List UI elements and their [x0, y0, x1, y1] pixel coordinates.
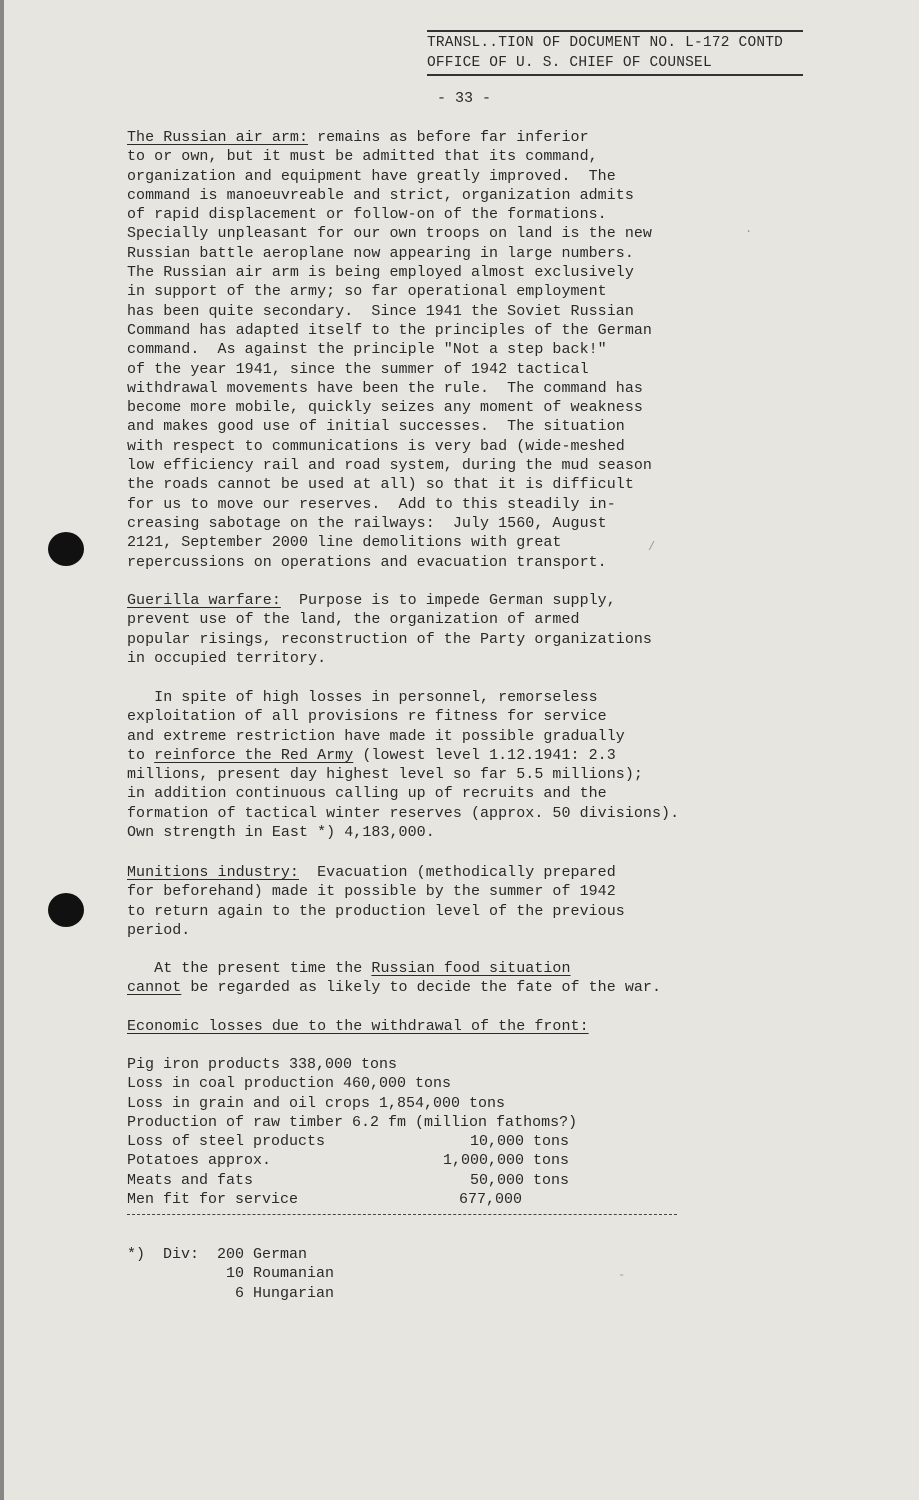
- heading-munitions: Munitions industry:: [127, 864, 299, 881]
- loss-amount: 50,000 tons: [469, 1171, 569, 1189]
- document-header: [427, 30, 803, 76]
- punch-hole-bottom: [48, 893, 84, 927]
- text-line: be regarded as likely to decide the fate of the war.: [181, 979, 662, 997]
- list-item: Loss in coal production 460,000 tons: [127, 1075, 452, 1093]
- list-item: Pig iron products 338,000 tons: [127, 1056, 398, 1073]
- text-line: and extreme restriction have made it possible gradually: [127, 727, 625, 745]
- text-line: 6 Hungarian: [127, 1284, 335, 1302]
- text-line: command. As against the principle "Not a step back!": [127, 341, 607, 359]
- text-line: of the year 1941, since the summer of 1942 tactical: [127, 360, 589, 378]
- list-item: Men fit for service 677,000: [127, 1191, 522, 1209]
- heading-air-arm: The Russian air arm:: [127, 129, 309, 146]
- loss-amount: 1,000,000 tons: [442, 1152, 569, 1170]
- text-line: become more mobile, quickly seizes any moment of weakness: [127, 399, 643, 417]
- text-line: has been quite secondary. Since 1941 the Soviet Russian: [127, 302, 634, 320]
- list-item: Production of raw timber 6.2 fm (million fathoms?): [127, 1113, 578, 1131]
- text-line: In spite of high losses in personnel, remorseless: [127, 689, 598, 706]
- text-line: remains as before far inferior: [308, 129, 589, 146]
- text-line: Purpose is to impede German supply,: [280, 592, 616, 609]
- text-line: 2121, September 2000 line demolitions with great: [127, 534, 562, 552]
- underlined-food-situation: Russian food situation: [371, 960, 571, 977]
- text-line: The Russian air arm is being employed almost exclusively: [127, 264, 634, 282]
- text-line: 10 Roumanian: [127, 1265, 335, 1283]
- underlined-red-army: reinforce the Red Army: [154, 746, 354, 764]
- text-line: withdrawal movements have been the rule. The command has: [127, 379, 643, 397]
- text-line: Own strength in East *) 4,183,000.: [127, 824, 435, 842]
- punch-hole-top: [48, 532, 84, 566]
- footnote-divisions: [127, 1245, 334, 1303]
- list-item: Loss of steel products 10,000 tons: [127, 1133, 569, 1151]
- text-line: low efficiency rail and road system, during the mud season: [127, 457, 652, 475]
- text-line: for us to move our reserves. Add to this steadily in-: [127, 495, 616, 513]
- text-line: period.: [127, 921, 191, 939]
- text-line: millions, present day highest level so far 5.5 millions);: [127, 766, 643, 784]
- text-line: in support of the army; so far operational employment: [127, 283, 607, 301]
- text-line: in addition continuous calling up of recruits and the: [127, 785, 607, 803]
- header-line-1: TRANSL..TION OF DOCUMENT NO. L-172 CONTD: [427, 35, 784, 51]
- list-item: Meats and fats 50,000 tons: [127, 1171, 569, 1189]
- scan-speck: .: [745, 222, 753, 236]
- paragraph-munitions: [127, 863, 625, 940]
- text-line: to: [127, 746, 155, 764]
- scan-speck: /: [648, 540, 656, 554]
- text-line: repercussions on operations and evacuation transport.: [127, 553, 607, 571]
- page-edge-shadow: [0, 0, 4, 1500]
- heading-guerilla: Guerilla warfare:: [127, 592, 281, 609]
- text-line: exploitation of all provisions re fitness for service: [127, 708, 607, 726]
- text-line: Russian battle aeroplane now appearing in large numbers.: [127, 244, 634, 262]
- text-line: in occupied territory.: [127, 649, 327, 667]
- text-line: organization and equipment have greatly improved. The: [127, 167, 616, 185]
- header-line-2: OFFICE OF U. S. CHIEF OF COUNSEL: [427, 53, 803, 76]
- economic-losses-list: [127, 1055, 687, 1209]
- text-line: to or own, but it must be admitted that its command,: [127, 148, 598, 166]
- header-rule: [427, 30, 803, 32]
- loss-amount: 677,000: [458, 1191, 522, 1209]
- text-line: the roads cannot be used at all) so that it is difficult: [127, 476, 634, 494]
- text-line: to return again to the production level of the previous: [127, 902, 625, 920]
- text-line: with respect to communications is very bad (wide-meshed: [127, 437, 625, 455]
- dashed-divider: [127, 1214, 677, 1215]
- paragraph-reinforce: [127, 688, 679, 842]
- text-line: command is manoeuvreable and strict, organization admits: [127, 186, 634, 204]
- text-line: and makes good use of initial successes. The situation: [127, 418, 625, 436]
- text-line: for beforehand) made it possible by the summer of 1942: [127, 883, 616, 901]
- heading-economic-losses: Economic losses due to the withdrawal of the front:: [127, 1018, 589, 1035]
- page-number: - 33 -: [437, 90, 492, 107]
- text-line: (lowest level 1.12.1941: 2.3: [353, 746, 616, 764]
- text-line: of rapid displacement or follow-on of the formations.: [127, 206, 607, 224]
- text-line: *) Div: 200 German: [127, 1246, 308, 1263]
- text-line: popular risings, reconstruction of the Party organizations: [127, 630, 652, 648]
- text-line: At the present time the: [127, 960, 372, 977]
- list-item: Loss in grain and oil crops 1,854,000 tons: [127, 1094, 506, 1112]
- loss-amount: 10,000 tons: [469, 1133, 569, 1151]
- text-line: creasing sabotage on the railways: July 1560, August: [127, 514, 607, 532]
- paragraph-food: [127, 959, 661, 998]
- text-line: prevent use of the land, the organization of armed: [127, 611, 580, 629]
- text-line: Specially unpleasant for our own troops on land is the new: [127, 225, 652, 243]
- text-line: Command has adapted itself to the principles of the German: [127, 321, 652, 339]
- paragraph-air-arm: [127, 128, 652, 572]
- text-line: formation of tactical winter reserves (approx. 50 divisions).: [127, 804, 680, 822]
- underlined-cannot: cannot: [127, 979, 182, 997]
- text-line: Evacuation (methodically prepared: [298, 864, 616, 881]
- paragraph-guerilla: [127, 591, 652, 668]
- list-item: Potatoes approx. 1,000,000 tons: [127, 1152, 569, 1170]
- scan-speck: -: [618, 1268, 626, 1282]
